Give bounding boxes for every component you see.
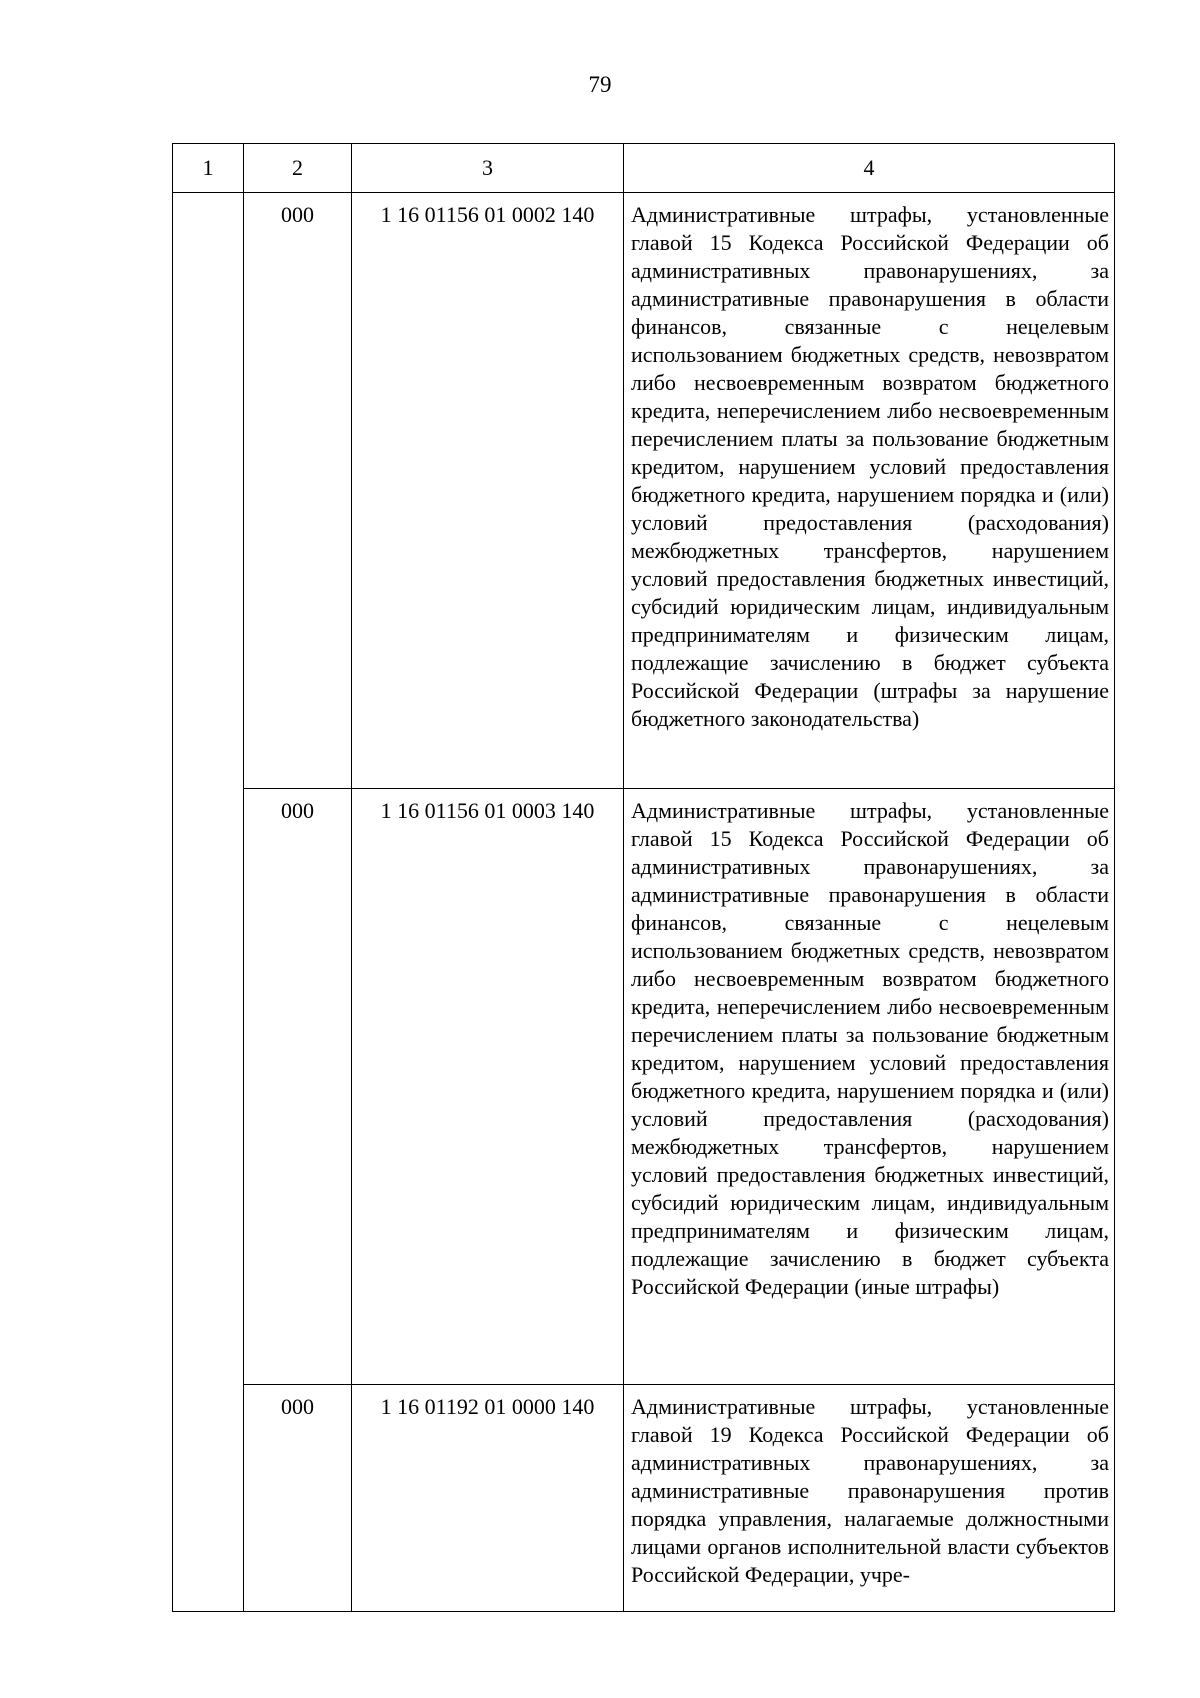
admin-code-cell: 000	[244, 789, 352, 1385]
page-number: 79	[588, 72, 612, 97]
table-row	[173, 193, 1115, 789]
table-row	[173, 789, 1115, 1385]
budget-code-cell: 1 16 01156 01 0003 140	[352, 789, 624, 1385]
description-cell: Административные штрафы, установленные главой 15 Кодекса Российской Федерации об административных правонарушениях, за административные правонарушения в области финансов, связанные с нецелевым использованием бюджетных средств, невозвратом либо несвоевременным возвратом бюджетного кредита, неперечислением либо несвоевременным перечислением платы за пользование бюджетным кредитом, нарушением условий предоставления бюджетного кредита, нарушением порядка и (или) условий предоставления (расходования) межбюджетных трансфертов, нарушением условий предоставления бюджетных инвестиций, субсидий юридическим лицам, индивидуальным предпринимателям и физическим лицам, подлежащие зачислению в бюджет субъекта Российской Федерации (штрафы за нарушение бюджетного законодательства)	[624, 193, 1115, 789]
admin-code-cell: 000	[244, 1385, 352, 1612]
description-cell: Административные штрафы, установленные главой 15 Кодекса Российской Федерации об административных правонарушениях, за административные правонарушения в области финансов, связанные с нецелевым использованием бюджетных средств, невозвратом либо несвоевременным возвратом бюджетного кредита, неперечислением либо несвоевременным перечислением платы за пользование бюджетным кредитом, нарушением условий предоставления бюджетного кредита, нарушением порядка и (или) условий предоставления (расходования) межбюджетных трансфертов, нарушением условий предоставления бюджетных инвестиций, субсидий юридическим лицам, индивидуальным предпринимателям и физическим лицам, подлежащие зачислению в бюджет субъекта Российской Федерации (иные штрафы)	[624, 789, 1115, 1385]
budget-code-cell: 1 16 01156 01 0002 140	[352, 193, 624, 789]
budget-codes-table	[172, 143, 1115, 1612]
table-header-row	[173, 144, 1115, 193]
budget-code-cell: 1 16 01192 01 0000 140	[352, 1385, 624, 1612]
header-col-2: 2	[244, 144, 352, 193]
table-row	[173, 1385, 1115, 1612]
col-1-merged-cell	[173, 193, 244, 1612]
description-cell: Административные штрафы, установленные главой 19 Кодекса Российской Федерации об административных правонарушениях, за административные правонарушения против порядка управления, налагаемые должностными лицами органов исполнительной власти субъектов Российской Федерации, учре-	[624, 1385, 1115, 1612]
header-col-3: 3	[352, 144, 624, 193]
header-col-4: 4	[624, 144, 1115, 193]
admin-code-cell: 000	[244, 193, 352, 789]
header-col-1: 1	[173, 144, 244, 193]
